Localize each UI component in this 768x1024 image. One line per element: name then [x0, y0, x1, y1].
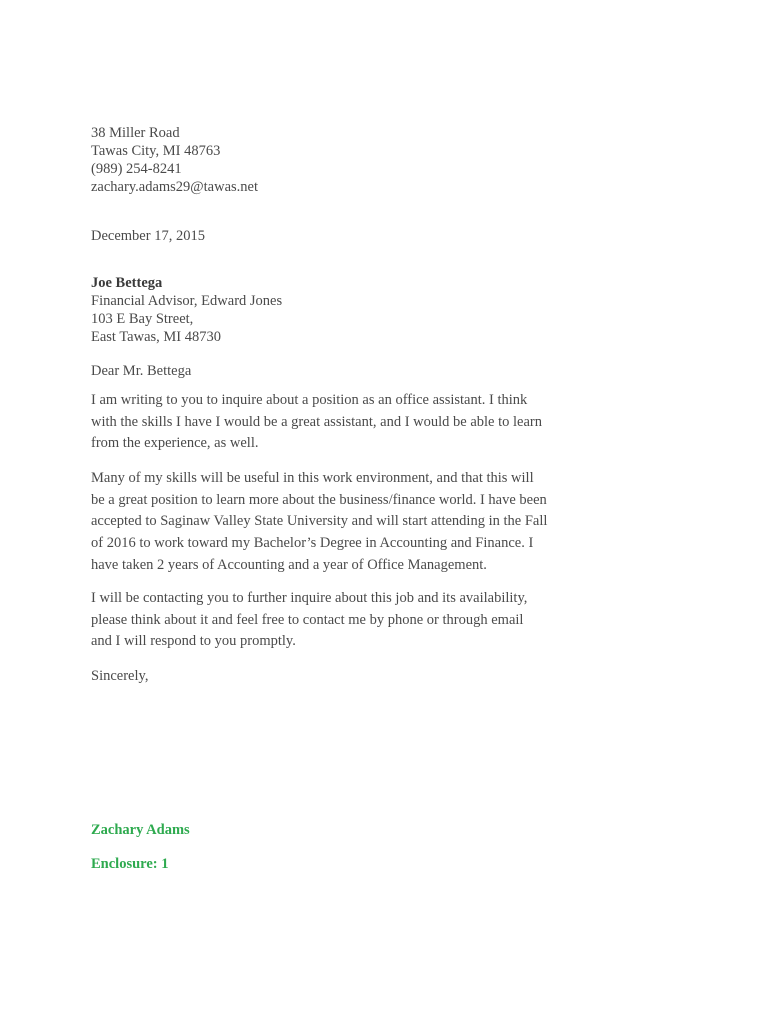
body-paragraph-1	[91, 390, 571, 455]
sender-phone: (989) 254-8241	[91, 161, 182, 177]
paragraph-line: of 2016 to work toward my Bachelor’s Degree in Accounting and Finance. I	[91, 535, 534, 552]
paragraph-line: I am writing to you to inquire about a position as an office assistant. I think	[91, 392, 528, 408]
paragraph-line: accepted to Saginaw Valley State University and will start attending in the Fall	[91, 513, 548, 530]
paragraph-line: I will be contacting you to further inquire about this job and its availability,	[91, 590, 528, 606]
closing: Sincerely,	[91, 668, 149, 684]
body-paragraph-3	[91, 588, 571, 653]
recipient-name: Joe Bettega	[91, 275, 163, 291]
recipient-address-line-2: East Tawas, MI 48730	[91, 329, 222, 345]
sender-address-line-1: 38 Miller Road	[91, 125, 180, 141]
letter-date: December 17, 2015	[91, 228, 205, 244]
sender-address-line-2: Tawas City, MI 48763	[91, 143, 221, 159]
sender-email: zachary.adams29@tawas.net	[91, 179, 259, 195]
salutation: Dear Mr. Bettega	[91, 363, 192, 379]
body-paragraph-2	[91, 468, 571, 577]
paragraph-line: have taken 2 years of Accounting and a year of Office Management.	[91, 556, 487, 573]
paragraph-line: please think about it and feel free to contact me by phone or through email	[91, 611, 524, 628]
recipient-address-line-1: 103 E Bay Street,	[91, 311, 194, 327]
paragraph-line: be a great position to learn more about the business/finance world. I have been	[91, 491, 547, 508]
paragraph-line: and I will respond to you promptly.	[91, 633, 296, 650]
paragraph-line: from the experience, as well.	[91, 435, 259, 452]
paragraph-line: Many of my skills will be useful in this work environment, and that this will	[91, 470, 534, 486]
enclosure-note: Enclosure: 1	[91, 856, 169, 872]
paragraph-line: with the skills I have I would be a great assistant, and I would be able to learn	[91, 413, 542, 430]
signature-name: Zachary Adams	[91, 822, 190, 838]
recipient-title: Financial Advisor, Edward Jones	[91, 293, 283, 309]
letter-page	[91, 0, 571, 1024]
